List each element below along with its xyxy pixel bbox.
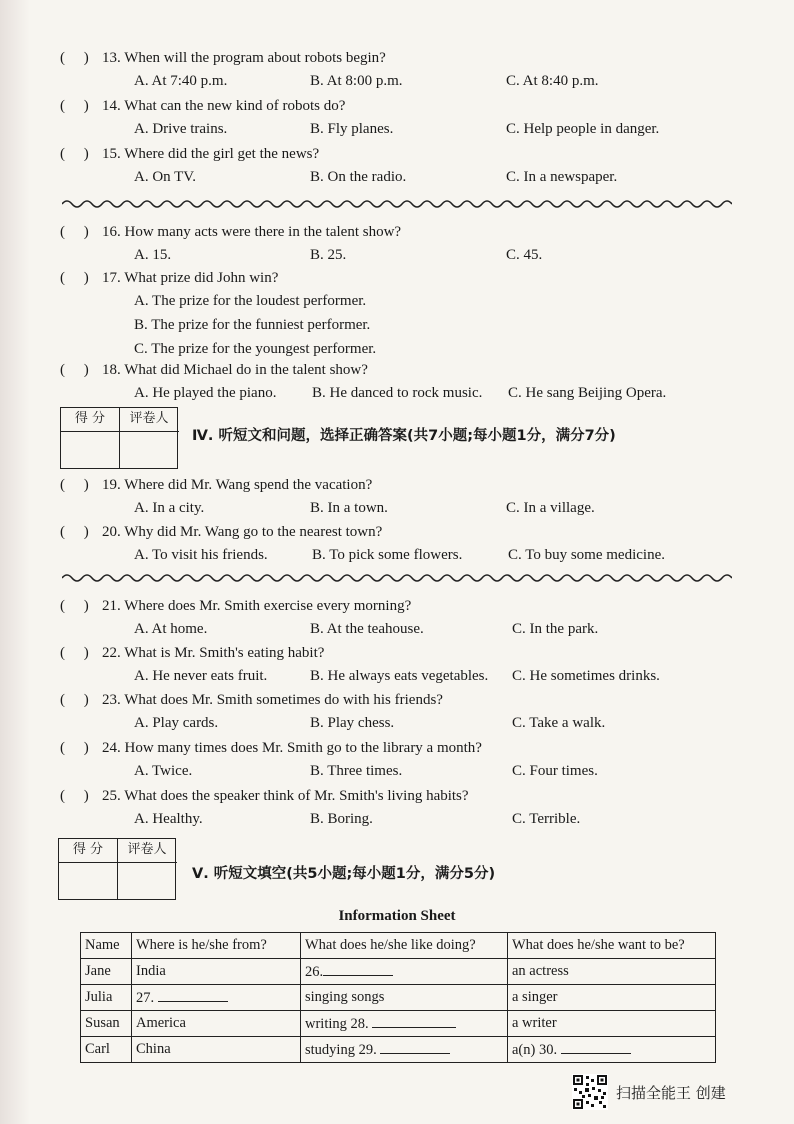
question-14 (60, 96, 740, 142)
question-options (134, 809, 744, 829)
cell-like[interactable]: studying 29. (301, 1037, 508, 1063)
cell-name: Julia (81, 985, 132, 1011)
question-24 (60, 738, 740, 784)
question-options (134, 245, 744, 265)
option-b: B. At the teahouse. (310, 621, 424, 637)
section-4-title: Ⅳ. 听短文和问题，选择正确答案(共7小题;每小题1分，满分7分) (192, 428, 616, 444)
option-a: A. 15. (134, 247, 172, 263)
table-row (81, 985, 716, 1011)
option-c: C. In the park. (512, 621, 599, 637)
option-c: C. At 8:40 p.m. (506, 73, 599, 89)
question-stem: 17. What prize did John win? (102, 270, 279, 286)
question-16 (60, 222, 740, 268)
answer-paren: ( ) (60, 146, 89, 162)
question-18 (60, 360, 740, 406)
option-c: C. Terrible. (512, 811, 581, 827)
table-row (81, 1037, 716, 1063)
option-a: A. In a city. (134, 500, 205, 516)
question-options (134, 713, 744, 733)
score-label: 得 分 (61, 408, 120, 432)
option-c: C. Take a walk. (512, 715, 606, 731)
cell-like[interactable]: 26. (301, 959, 508, 985)
option-b: B. At 8:00 p.m. (310, 73, 403, 89)
option-b: B. He danced to rock music. (312, 385, 483, 401)
option-a: A. He played the piano. (134, 385, 277, 401)
grader-label: 评卷人 (119, 408, 179, 432)
answer-paren: ( ) (60, 524, 89, 540)
score-box (58, 838, 176, 900)
cell-from[interactable]: 27. (132, 985, 301, 1011)
score-box (60, 407, 178, 469)
question-21 (60, 596, 740, 642)
question-23 (60, 690, 740, 736)
column-header: Where is he/she from? (132, 933, 301, 959)
answer-blank[interactable] (380, 1041, 450, 1054)
cell-like: singing songs (301, 985, 508, 1011)
cell-want: a writer (508, 1011, 716, 1037)
question-15 (60, 144, 740, 190)
option-c: C. The prize for the youngest performer. (134, 341, 377, 357)
answer-paren: ( ) (60, 598, 89, 614)
watermark-text: 扫描全能王 创建 (616, 1084, 726, 1102)
option-c: C. Help people in danger. (506, 121, 660, 137)
question-19 (60, 475, 740, 521)
answer-blank[interactable] (158, 989, 228, 1002)
answer-paren: ( ) (60, 788, 89, 804)
wavy-divider (62, 572, 732, 584)
cell-like[interactable]: writing 28. (301, 1011, 508, 1037)
question-stem: 19. Where did Mr. Wang spend the vacation? (102, 477, 373, 493)
question-options (134, 383, 744, 403)
score-label: 得 分 (59, 839, 118, 863)
answer-paren: ( ) (60, 98, 89, 114)
option-c: C. He sometimes drinks. (512, 668, 660, 684)
option-b: B. Boring. (310, 811, 373, 827)
question-25 (60, 786, 740, 832)
cell-name: Susan (81, 1011, 132, 1037)
question-options (134, 666, 744, 686)
option-a: A. Healthy. (134, 811, 203, 827)
answer-paren: ( ) (60, 50, 89, 66)
scanner-watermark (572, 1074, 768, 1114)
cell-want: a singer (508, 985, 716, 1011)
option-b: B. The prize for the funniest performer. (134, 317, 371, 333)
information-sheet-table (80, 932, 716, 1063)
option-a: A. Play cards. (134, 715, 219, 731)
question-options (134, 71, 744, 91)
grader-cell[interactable] (119, 431, 179, 469)
option-c: C. He sang Beijing Opera. (508, 385, 667, 401)
question-stem: 24. How many times does Mr. Smith go to the library a month? (102, 740, 482, 756)
table-row (81, 959, 716, 985)
question-stem: 23. What does Mr. Smith sometimes do with his friends? (102, 692, 443, 708)
option-b: B. He always eats vegetables. (310, 668, 489, 684)
answer-paren: ( ) (60, 270, 89, 286)
question-options (134, 761, 744, 781)
option-a: A. At home. (134, 621, 208, 637)
score-cell[interactable] (61, 431, 120, 469)
answer-blank[interactable] (372, 1015, 456, 1028)
question-stem: 14. What can the new kind of robots do? (102, 98, 346, 114)
option-a: A. At 7:40 p.m. (134, 73, 228, 89)
option-b: B. Fly planes. (310, 121, 394, 137)
table-header-row (81, 933, 716, 959)
question-stem: 25. What does the speaker think of Mr. Smith's living habits? (102, 788, 469, 804)
question-options (134, 498, 744, 518)
answer-paren: ( ) (60, 477, 89, 493)
cell-from: India (132, 959, 301, 985)
cell-want: an actress (508, 959, 716, 985)
question-stem: 15. Where did the girl get the news? (102, 146, 320, 162)
column-header: What does he/she like doing? (301, 933, 508, 959)
question-stem: 21. Where does Mr. Smith exercise every morning? (102, 598, 412, 614)
question-stem: 20. Why did Mr. Wang go to the nearest town? (102, 524, 383, 540)
option-b: B. On the radio. (310, 169, 407, 185)
grader-cell[interactable] (117, 862, 177, 900)
sheet-title: Information Sheet (338, 908, 456, 924)
answer-paren: ( ) (60, 645, 89, 661)
cell-name: Jane (81, 959, 132, 985)
question-options (134, 619, 744, 639)
question-stem: 16. How many acts were there in the talent show? (102, 224, 402, 240)
question-22 (60, 643, 740, 689)
option-c: C. To buy some medicine. (508, 547, 665, 563)
question-options (134, 119, 744, 139)
answer-paren: ( ) (60, 740, 89, 756)
grader-label: 评卷人 (117, 839, 177, 863)
option-a: A. Twice. (134, 763, 193, 779)
answer-blank[interactable] (323, 963, 393, 976)
option-b: B. To pick some flowers. (312, 547, 463, 563)
option-b: B. Three times. (310, 763, 403, 779)
question-options (134, 167, 744, 187)
option-a: A. He never eats fruit. (134, 668, 268, 684)
option-b: B. 25. (310, 247, 347, 263)
option-a: A. The prize for the loudest performer. (134, 293, 367, 309)
question-13 (60, 48, 740, 94)
option-b: B. In a town. (310, 500, 388, 516)
option-c: C. Four times. (512, 763, 598, 779)
option-a: A. On TV. (134, 169, 196, 185)
answer-blank[interactable] (561, 1041, 631, 1054)
option-a: A. Drive trains. (134, 121, 228, 137)
question-stem: 13. When will the program about robots begin? (102, 50, 386, 66)
answer-paren: ( ) (60, 692, 89, 708)
qr-code-icon (572, 1074, 608, 1110)
cell-want[interactable]: a(n) 30. (508, 1037, 716, 1063)
cell-from: America (132, 1011, 301, 1037)
question-20 (60, 522, 740, 568)
answer-paren: ( ) (60, 224, 89, 240)
question-stem: 18. What did Michael do in the talent show? (102, 362, 368, 378)
column-header: Name (81, 933, 132, 959)
question-options (134, 545, 744, 565)
question-stem: 22. What is Mr. Smith's eating habit? (102, 645, 325, 661)
option-c: C. 45. (506, 247, 543, 263)
cell-name: Carl (81, 1037, 132, 1063)
option-c: C. In a newspaper. (506, 169, 618, 185)
option-c: C. In a village. (506, 500, 595, 516)
scan-edge-shadow (0, 0, 30, 1124)
section-5-title: Ⅴ. 听短文填空(共5小题;每小题1分，满分5分) (192, 866, 496, 882)
cell-from: China (132, 1037, 301, 1063)
table-row (81, 1011, 716, 1037)
wavy-divider (62, 198, 732, 210)
column-header: What does he/she want to be? (508, 933, 716, 959)
score-cell[interactable] (59, 862, 118, 900)
question-17 (60, 268, 740, 358)
answer-paren: ( ) (60, 362, 89, 378)
option-b: B. Play chess. (310, 715, 395, 731)
option-a: A. To visit his friends. (134, 547, 268, 563)
